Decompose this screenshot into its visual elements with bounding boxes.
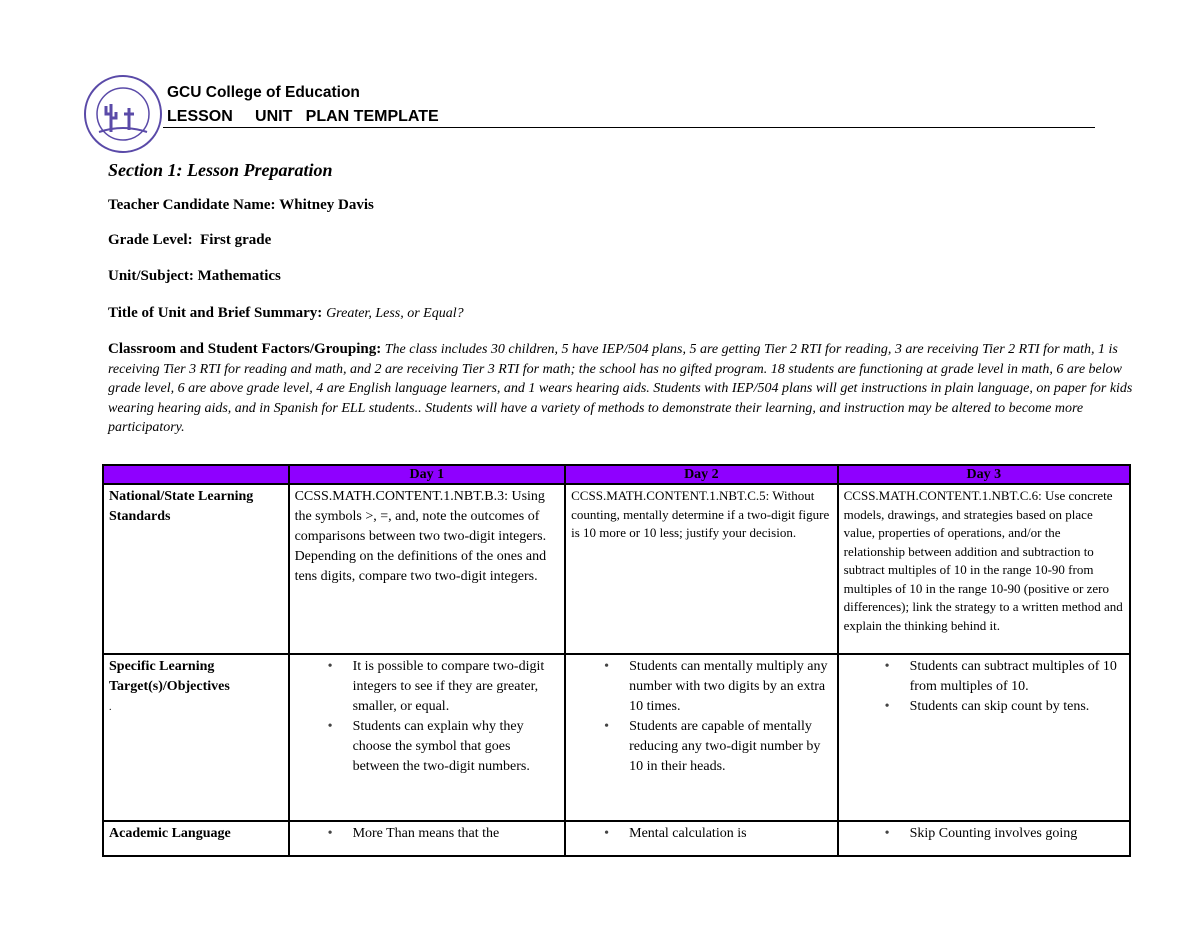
- row-label: [103, 654, 289, 821]
- section-title: Section 1: Lesson Preparation: [108, 160, 333, 180]
- list-item: • Skip Counting involves going: [910, 824, 1124, 844]
- row-label: Academic Language: [103, 821, 289, 856]
- grade-field: [108, 232, 271, 249]
- header-day-1: Day 1: [289, 465, 566, 484]
- template-title: LESSON UNIT PLAN TEMPLATE: [167, 108, 439, 125]
- title-label: Title of Unit and Brief Summary:: [108, 305, 323, 321]
- table-cell: CCSS.MATH.CONTENT.1.NBT.C.5: Without counting, mentally determine if a two-digit figure is 10 more or 10 less; justify your decision.: [565, 484, 837, 654]
- table-row: [103, 654, 1130, 821]
- table-cell: CCSS.MATH.CONTENT.1.NBT.C.6: Use concrete models, drawings, and strategies based on place value, properties of operations, and/or the relationship between addition and subtraction to subtract multiples of 10 in the range 10-90 from multiples of 10 in the range 10-90 (positive or zero differences); link the strategy to a written method and explain the thinking behind it.: [838, 484, 1130, 654]
- table-cell: [565, 821, 837, 856]
- table-row: [103, 484, 1130, 654]
- classroom-factors: [108, 340, 1148, 438]
- row-label-text: Specific Learning Target(s)/Objectives: [109, 659, 230, 694]
- list-item: • It is possible to compare two-digit integers to see if they are greater, smaller, or equal.: [353, 657, 560, 717]
- table-cell: [289, 654, 566, 821]
- table-cell: [565, 654, 837, 821]
- subject-value: Mathematics: [197, 268, 281, 284]
- row-label: National/State Learning Standards: [103, 484, 289, 654]
- header-day-2: Day 2: [565, 465, 837, 484]
- header-cell: [103, 465, 289, 484]
- title-field: [108, 305, 464, 322]
- list-item: • Students can explain why they choose the symbol that goes between the two-digit numbers.: [353, 717, 560, 777]
- factors-label: Classroom and Student Factors/Grouping:: [108, 341, 382, 357]
- lesson-plan-table: [102, 464, 1131, 857]
- grade-value: First grade: [200, 232, 272, 248]
- factors-value: The class includes 30 children, 5 have IEP/504 plans, 5 are getting Tier 2 RTI for reading, 3 are receiving Tier 2 RTI for math, 1 is receiving Tier 3 RTI for reading and math, and 2 are receiving Tier 3 RTI for math; the school has no gifted program. 18 students are functioning at grade level in math, 6 are below grade level, 6 are above grade level, 4 are English language learners, and 1 wears hearing aids. Students with IEP/504 plans will get instructions in plain language, on paper for kids wearing hearing aids, and in Spanish for ELL students.. Students will have a variety of methods to demonstrate their learning, and instruction may be altered to become more participatory.: [108, 342, 1133, 435]
- list-item: • Students can mentally multiply any number with two digits by an extra 10 times.: [629, 657, 831, 717]
- grade-label: Grade Level:: [108, 232, 193, 248]
- list-item: • Students are capable of mentally reducing any two-digit number by 10 in their heads.: [629, 717, 831, 777]
- row-note: .: [109, 702, 112, 713]
- subject-field: [108, 268, 281, 285]
- header-day-3: Day 3: [838, 465, 1130, 484]
- table-cell: [838, 654, 1130, 821]
- teacher-label: Teacher Candidate Name:: [108, 197, 276, 213]
- header-rule: [163, 127, 1095, 128]
- teacher-field: [108, 197, 374, 214]
- table-cell: [289, 821, 566, 856]
- list-item: • More Than means that the: [353, 824, 560, 844]
- list-item: • Students can skip count by tens.: [910, 697, 1124, 717]
- college-name: GCU College of Education: [167, 84, 360, 101]
- table-header-row: [103, 465, 1130, 484]
- title-value: Greater, Less, or Equal?: [326, 306, 464, 321]
- table-row: [103, 821, 1130, 856]
- subject-label: Unit/Subject:: [108, 268, 194, 284]
- table-cell: [838, 821, 1130, 856]
- gcu-seal-logo: [83, 74, 163, 154]
- table-cell: CCSS.MATH.CONTENT.1.NBT.B.3: Using the symbols >, =, and, note the outcomes of comparisons between two two-digit integers. Depending on the definitions of the ones and tens digits, compare two two-digit integers.: [289, 484, 566, 654]
- list-item: • Students can subtract multiples of 10 from multiples of 10.: [910, 657, 1124, 697]
- teacher-value: Whitney Davis: [279, 197, 374, 213]
- list-item: • Mental calculation is: [629, 824, 831, 844]
